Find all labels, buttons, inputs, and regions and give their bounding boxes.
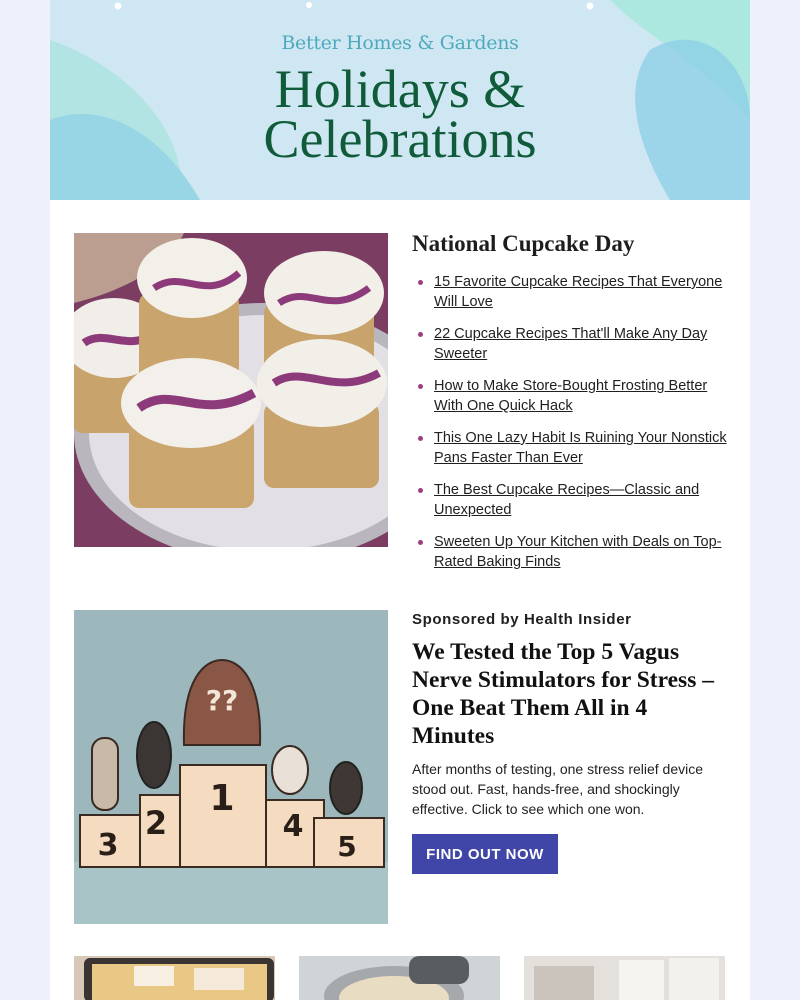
list-item (412, 428, 728, 468)
article-link[interactable]: How to Make Store-Bought Frosting Better With One Quick Hack (434, 378, 708, 414)
article-link[interactable]: The Best Cupcake Recipes—Classic and Unexpected (434, 482, 700, 518)
find-out-now-button[interactable]: FIND OUT NOW (412, 834, 558, 874)
kitchen-notes-photo[interactable] (524, 956, 725, 1000)
podium-label-5: 5 (337, 830, 357, 863)
list-item (412, 324, 728, 364)
baked-bars-photo[interactable] (74, 956, 275, 1000)
article-link[interactable]: 15 Favorite Cupcake Recipes That Everyone Will Love (434, 274, 723, 310)
podium-svg (74, 610, 388, 924)
article-link[interactable]: Sweeten Up Your Kitchen with Deals on Top-Rated Baking Finds (434, 534, 722, 570)
title-line-2: Celebrations (263, 109, 537, 169)
title-line-1: Holidays & (274, 59, 526, 119)
list-item (412, 272, 728, 312)
section-title: National Cupcake Day (412, 231, 635, 256)
podium-label-4: 4 (282, 809, 304, 844)
podium-devices-illustration[interactable] (74, 610, 388, 924)
article-link[interactable]: This One Lazy Habit Is Ruining Your Nonstick Pans Faster Than Ever (434, 430, 727, 466)
ad-body-text: After months of testing, one stress relief device stood out. Fast, hands-free, and shockingly effective. Click to see which one won. (412, 761, 704, 817)
podium-label-3: 3 (97, 828, 119, 863)
podium-label-1: 1 (209, 778, 235, 819)
list-item (412, 532, 728, 572)
brand-logo: Better Homes & Gardens (281, 32, 519, 54)
page-title (50, 59, 750, 169)
stand-mixer-svg (299, 956, 500, 1000)
recipe-link-list (412, 272, 728, 584)
list-item (412, 480, 728, 520)
sponsor-label: Sponsored by Health Insider (412, 611, 632, 628)
stand-mixer-photo[interactable] (299, 956, 500, 1000)
cupcakes-photo[interactable] (74, 233, 388, 547)
article-link[interactable]: 22 Cupcake Recipes That'll Make Any Day Sweeter (434, 326, 708, 362)
podium-label-2: 2 (144, 804, 168, 842)
ad-headline[interactable]: We Tested the Top 5 Vagus Nerve Stimulators for Stress – One Beat Them All in 4 Minutes (412, 639, 714, 749)
header-banner[interactable] (50, 0, 750, 200)
podium-label-unknown: ?? (205, 684, 239, 717)
baked-bars-svg (74, 956, 275, 1000)
kitchen-notes-svg (524, 956, 725, 1000)
cupcakes-illustration (74, 233, 388, 547)
list-item (412, 376, 728, 416)
